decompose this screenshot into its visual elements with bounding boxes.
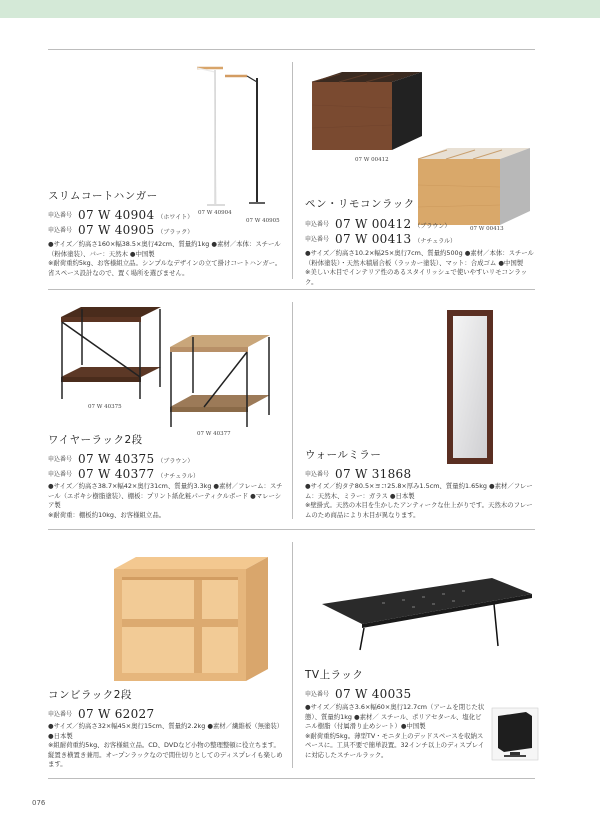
tv-rack-code-1 [305, 683, 411, 702]
code-label: 申込番号 [48, 471, 73, 478]
code-label: 申込番号 [48, 711, 73, 718]
hanger-note: ※耐荷重約5kg、お客様組立品。シンプルなデザインの立て掛けコートハンガー。省スペース設計なので、置く場所を選びません。 [48, 259, 282, 277]
wire-rack-photo-label-1: 07 W 40375 [88, 404, 122, 410]
divider-col-3 [292, 542, 293, 768]
tv-monitor-icon [492, 708, 538, 760]
mirror-photo [447, 310, 497, 465]
combi-rack-code-1 [48, 703, 154, 722]
code-label: 申込番号 [305, 236, 330, 243]
order-number: 07 W 40035 [335, 687, 412, 701]
tv-rack-desc [305, 703, 487, 761]
hanger-code-2 [48, 219, 193, 238]
pen-rack-photo-label-2: 07 W 00413 [470, 226, 504, 232]
hanger-photo-label-2: 07 W 40905 [246, 218, 280, 224]
wire-rack-code-2 [48, 463, 199, 482]
order-number: 07 W 40905 [78, 223, 155, 237]
pen-rack-title: ペン・リモコンラック [305, 198, 415, 210]
code-label: 申込番号 [48, 456, 73, 463]
wire-rack-photo-natural [164, 333, 276, 428]
wire-rack-photo-brown [55, 305, 167, 400]
code-label: 申込番号 [305, 221, 330, 228]
divider-row2 [48, 529, 535, 530]
order-number: 07 W 00412 [335, 217, 412, 231]
divider-col-1 [292, 62, 293, 279]
pen-rack-note: ※美しい木目でインテリア性のあるスタイリッシュで使いやすいリモコンラック。 [305, 268, 527, 286]
wire-rack-photo-label-2: 07 W 40377 [197, 431, 231, 437]
combi-rack-desc [48, 722, 284, 770]
top-color-band [0, 0, 600, 18]
pen-rack-code-2 [305, 228, 456, 247]
wire-rack-note: ※耐荷重：棚板約10kg、お客様組立品。 [48, 510, 166, 519]
wire-rack-desc [48, 482, 284, 520]
variant: （ナチュラル） [414, 238, 457, 245]
mirror-code-1 [305, 463, 411, 482]
wire-rack-title: ワイヤーラック2段 [48, 434, 143, 446]
tv-rack-spec: ●サイズ／約高さ3.6×幅60×奥行12.7cm（アームを閉じた状態）、質量約1kg ●素材／ スチール、ポリアセタール、塩化ビニル樹脂（付属滑り止めシート）●中国製 [305, 703, 485, 731]
variant: （ブラック） [157, 229, 194, 236]
divider-col-2 [292, 302, 293, 519]
hanger-photo-label-1: 07 W 40904 [198, 210, 232, 216]
page-number: 076 [32, 799, 46, 807]
order-number: 07 W 40377 [78, 467, 155, 481]
tv-rack-note: ※耐荷重約5kg。薄型TV・モニタ上のデッドスペースを収納スペースに。工具不要で簡単設置。32インチ以上のディスプレイに対応したスチールラック。 [305, 731, 485, 759]
combi-rack-spec: ●サイズ／約高さ32×幅45×奥行15cm、質量約2.2kg ●素材／繊維板（無塗装）●日本製 [48, 722, 284, 740]
mirror-desc [305, 482, 537, 520]
order-number: 07 W 00413 [335, 232, 412, 246]
mirror-spec: ●サイズ／約タテ80.5×ヨコ25.8×厚み1.5cm、質量約1.65kg ●素材／フレーム：天然木、ミラー：ガラス ●日本製 [305, 482, 533, 500]
hanger-desc [48, 240, 284, 278]
code-label: 申込番号 [48, 212, 73, 219]
order-number: 07 W 31868 [335, 467, 412, 481]
hanger-spec: ●サイズ／約高さ160×幅38.5×奥行42cm、質量約1kg ●素材／本体：スチール（粉体塗装）、バー：天然木 ●中国製 [48, 240, 281, 258]
variant: （ホワイト） [157, 214, 194, 221]
combi-rack-photo [110, 555, 272, 683]
order-number: 07 W 40375 [78, 452, 155, 466]
pen-rack-photo-label-1: 07 W 00412 [355, 157, 389, 163]
pen-rack-desc [305, 249, 537, 287]
hanger-title: スリムコートハンガー [48, 190, 158, 202]
pen-rack-photo-brown [312, 70, 422, 150]
hanger-photo [185, 60, 275, 210]
divider-top [48, 49, 535, 50]
mirror-note: ※壁掛式。天然の木目を生かしたアンティークな仕上がりです。天然木のフレームのため商品により木目が異なります。 [305, 501, 533, 519]
mirror-title: ウォールミラー [305, 449, 382, 461]
order-number: 07 W 40904 [78, 208, 155, 222]
variant: （ナチュラル） [157, 473, 200, 480]
divider-bottom [48, 778, 535, 779]
tv-rack-title: TV上ラック [305, 669, 364, 681]
variant: （ブラウン） [157, 458, 194, 465]
variant: （ブラウン） [414, 223, 451, 230]
code-label: 申込番号 [48, 227, 73, 234]
code-label: 申込番号 [305, 471, 330, 478]
code-label: 申込番号 [305, 691, 330, 698]
order-number: 07 W 62027 [78, 707, 155, 721]
tv-rack-photo [322, 574, 532, 654]
divider-row1 [48, 289, 535, 290]
pen-rack-spec: ●サイズ／約高さ10.2×幅25×奥行7cm、質量約500g ●素材／本体：スチール（粉体塗装）・天然木積層合板（ラッカー塗装）、マット：合成ゴム ●中国製 [305, 249, 534, 267]
combi-rack-title: コンビラック2段 [48, 689, 132, 701]
combi-rack-note: ※組耐荷重約5kg、お客様組立品。CD、DVDなど小物の整理整頓に役立ちます。縦置き横置き兼用。オープンラックなので間仕切りとしてのディスプレイも楽しめます。 [48, 741, 283, 769]
wire-rack-spec: ●サイズ／約高さ38.7×幅42×奥行31cm、質量約3.3kg ●素材／フレーム：スチール（エポキシ樹脂塗装）、棚板：プリント紙化粧パーティクルボード ●マレーシア製 [48, 482, 283, 510]
